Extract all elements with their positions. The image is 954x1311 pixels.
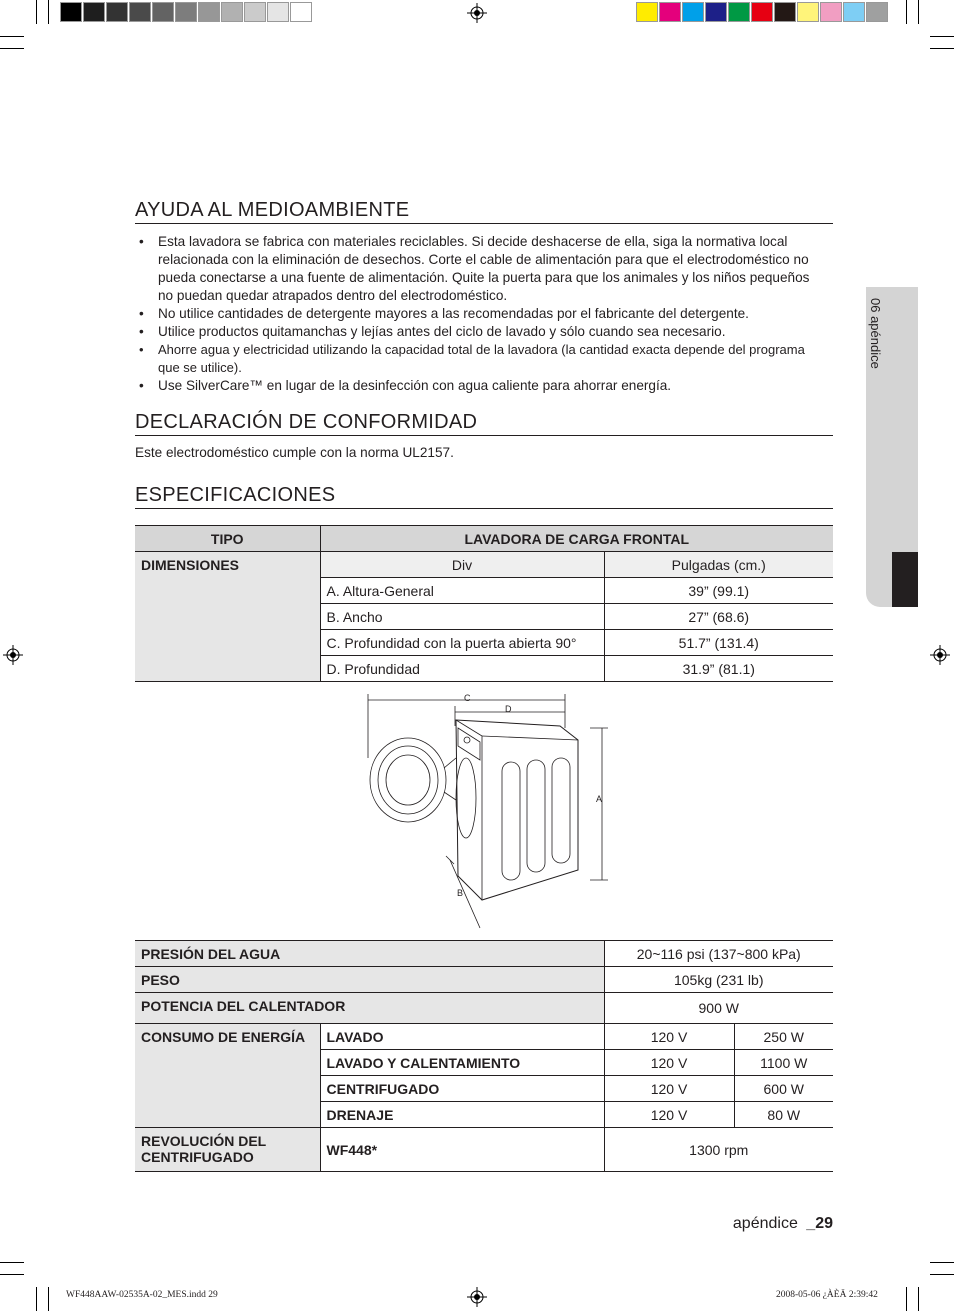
color-swatch bbox=[290, 2, 312, 22]
chapter-tab-label: 06 apéndice bbox=[868, 298, 883, 369]
color-swatch bbox=[705, 2, 727, 22]
crop-mark bbox=[36, 0, 37, 24]
page-number: _29 bbox=[806, 1215, 833, 1232]
color-swatch bbox=[682, 2, 704, 22]
table-row bbox=[135, 1024, 833, 1050]
dimension-value: 27” (68.6) bbox=[604, 604, 833, 630]
grayscale-color-bar bbox=[60, 2, 313, 24]
color-swatch bbox=[129, 2, 151, 22]
spin-speed-value: 1300 rpm bbox=[604, 1128, 833, 1172]
list-item: • Ahorre agua y electricidad utilizando la capacidad total de la lavadora (la cantidad exacta depende del programa que se utilice). bbox=[135, 341, 815, 377]
crop-mark bbox=[918, 0, 919, 24]
table-row bbox=[135, 941, 833, 967]
power-mode: LAVADO bbox=[320, 1024, 604, 1050]
crop-mark bbox=[36, 1287, 37, 1311]
crop-mark bbox=[906, 1287, 907, 1311]
conformity-text: Este electrodoméstico cumple con la norma UL2157. bbox=[135, 445, 454, 460]
cmyk-color-bar bbox=[636, 2, 889, 24]
env-bullet-list bbox=[135, 233, 815, 395]
weight-label: PESO bbox=[135, 967, 604, 993]
crop-mark bbox=[930, 36, 954, 37]
list-item: • No utilice cantidades de detergente mayores a las recomendadas por el fabricante del detergente. bbox=[135, 305, 815, 323]
diagram-label-c: C bbox=[464, 693, 471, 703]
type-header: TIPO bbox=[135, 526, 320, 552]
registration-mark-icon bbox=[467, 3, 487, 23]
power-voltage: 120 V bbox=[604, 1076, 734, 1102]
color-swatch bbox=[774, 2, 796, 22]
dimension-value: 51.7” (131.4) bbox=[604, 630, 833, 656]
crop-mark bbox=[930, 1262, 954, 1263]
dimensions-table bbox=[135, 525, 833, 682]
diagram-label-b: B bbox=[457, 888, 464, 898]
dimension-name: A. Altura-General bbox=[320, 578, 604, 604]
color-swatch bbox=[83, 2, 105, 22]
crop-mark bbox=[906, 0, 907, 24]
power-watts: 250 W bbox=[734, 1024, 833, 1050]
crop-mark bbox=[0, 48, 24, 49]
table-row bbox=[135, 1128, 833, 1172]
list-item: • Utilice productos quitamanchas y lejías antes del ciclo de lavado y sólo cuando sea necesario. bbox=[135, 323, 815, 341]
crop-mark bbox=[0, 1262, 24, 1263]
registration-mark-icon bbox=[467, 1287, 487, 1307]
dimension-value: 39” (99.1) bbox=[604, 578, 833, 604]
column-header-inches: Pulgadas (cm.) bbox=[604, 552, 833, 578]
crop-mark bbox=[48, 0, 49, 24]
diagram-label-a: A bbox=[596, 794, 603, 804]
date-slug: 2008-05-06 ¿ÀÈÄ 2:39:42 bbox=[776, 1290, 878, 1300]
type-value: LAVADORA DE CARGA FRONTAL bbox=[320, 526, 833, 552]
color-swatch bbox=[728, 2, 750, 22]
weight-value: 105kg (231 lb) bbox=[604, 967, 833, 993]
color-swatch bbox=[60, 2, 82, 22]
power-mode: DRENAJE bbox=[320, 1102, 604, 1128]
crop-mark bbox=[0, 1274, 24, 1275]
crop-mark bbox=[918, 1287, 919, 1311]
table-row bbox=[135, 526, 833, 552]
dimension-value: 31.9” (81.1) bbox=[604, 656, 833, 682]
water-pressure-value: 20~116 psi (137~800 kPa) bbox=[604, 941, 833, 967]
color-swatch bbox=[244, 2, 266, 22]
color-swatch bbox=[267, 2, 289, 22]
dimensions-label: DIMENSIONES bbox=[135, 552, 320, 682]
power-watts: 1100 W bbox=[734, 1050, 833, 1076]
file-slug: WF448AAW-02535A-02_MES.indd 29 bbox=[66, 1290, 218, 1300]
color-swatch bbox=[797, 2, 819, 22]
table-row bbox=[135, 993, 833, 1024]
color-swatch bbox=[866, 2, 888, 22]
power-mode: LAVADO Y CALENTAMIENTO bbox=[320, 1050, 604, 1076]
power-mode: CENTRIFUGADO bbox=[320, 1076, 604, 1102]
color-swatch bbox=[106, 2, 128, 22]
table-row bbox=[135, 967, 833, 993]
crop-mark bbox=[930, 1274, 954, 1275]
registration-mark-icon bbox=[3, 645, 23, 665]
color-swatch bbox=[636, 2, 658, 22]
registration-mark-icon bbox=[930, 645, 950, 665]
page-footer bbox=[733, 1215, 833, 1233]
color-swatch bbox=[221, 2, 243, 22]
color-swatch bbox=[175, 2, 197, 22]
color-swatch bbox=[198, 2, 220, 22]
washer-dimension-diagram bbox=[360, 688, 620, 933]
power-watts: 80 W bbox=[734, 1102, 833, 1128]
crop-mark bbox=[930, 48, 954, 49]
env-section-title: AYUDA AL MEDIOAMBIENTE bbox=[135, 199, 833, 224]
color-swatch bbox=[659, 2, 681, 22]
list-item: • Esta lavadora se fabrica con materiales reciclables. Si decide deshacerse de ella, siga la normativa local relacionada con la eliminación de desechos. Corte el cable de alimentación para que el electrodoméstico no pueda conectarse a una fuente de alimentación. Quite la puerta para que los animales y los niños pequeños no puedan quedar atrapados dentro del electrodoméstico. bbox=[135, 233, 815, 305]
spin-model: WF448* bbox=[320, 1128, 604, 1172]
crop-mark bbox=[48, 1287, 49, 1311]
dimension-name: C. Profundidad con la puerta abierta 90° bbox=[320, 630, 604, 656]
dimension-name: B. Ancho bbox=[320, 604, 604, 630]
power-voltage: 120 V bbox=[604, 1024, 734, 1050]
water-pressure-label: PRESIÓN DEL AGUA bbox=[135, 941, 604, 967]
spin-speed-label: REVOLUCIÓN DEL CENTRIFUGADO bbox=[135, 1128, 320, 1172]
color-swatch bbox=[152, 2, 174, 22]
power-consumption-label: CONSUMO DE ENERGÍA bbox=[135, 1024, 320, 1128]
power-voltage: 120 V bbox=[604, 1102, 734, 1128]
table-row bbox=[135, 552, 833, 578]
color-swatch bbox=[843, 2, 865, 22]
power-watts: 600 W bbox=[734, 1076, 833, 1102]
power-voltage: 120 V bbox=[604, 1050, 734, 1076]
color-swatch bbox=[751, 2, 773, 22]
dimension-name: D. Profundidad bbox=[320, 656, 604, 682]
heater-label: POTENCIA DEL CALENTADOR bbox=[135, 993, 604, 1024]
specs-section-title: ESPECIFICACIONES bbox=[135, 484, 833, 509]
heater-value: 900 W bbox=[604, 993, 833, 1024]
chapter-tab-marker bbox=[892, 552, 918, 607]
column-header-div: Div bbox=[320, 552, 604, 578]
specs-table bbox=[135, 940, 833, 1172]
diagram-label-d: D bbox=[505, 704, 512, 714]
crop-mark bbox=[0, 36, 24, 37]
list-item: • Use SilverCare™ en lugar de la desinfección con agua caliente para ahorrar energía. bbox=[135, 377, 815, 395]
footer-section: apéndice bbox=[732, 1215, 798, 1232]
conformity-section-title: DECLARACIÓN DE CONFORMIDAD bbox=[135, 411, 833, 436]
color-swatch bbox=[820, 2, 842, 22]
